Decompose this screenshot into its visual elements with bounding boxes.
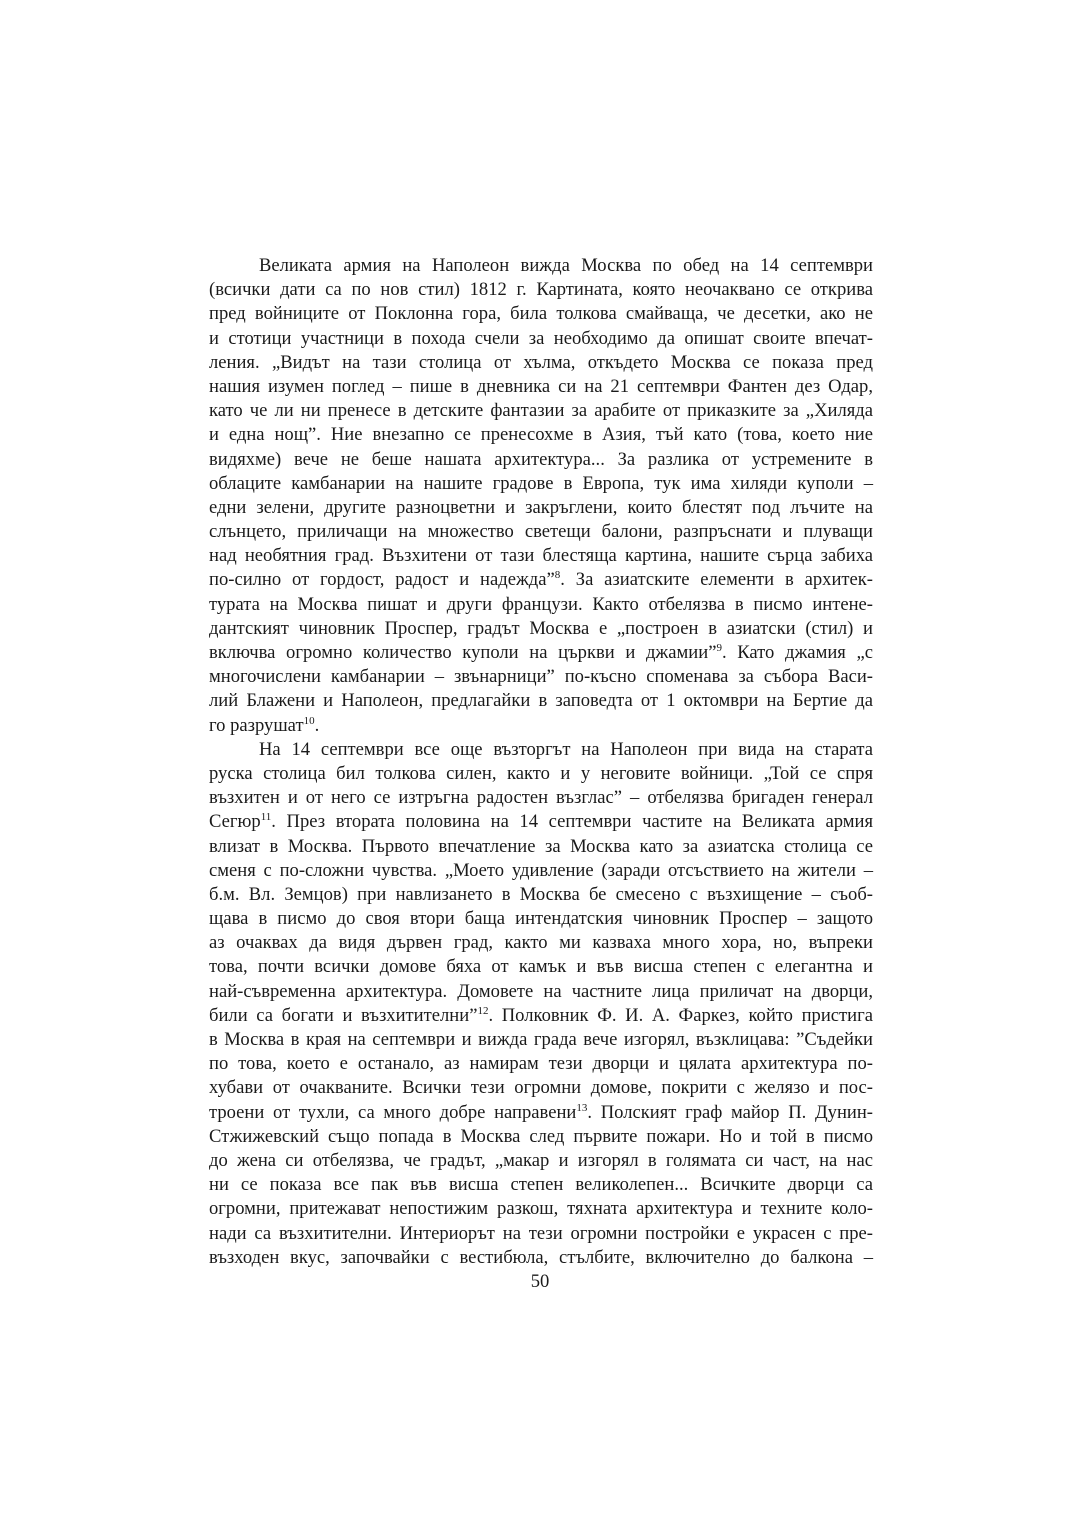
line-text: като че ли ни пренесе в детските фантазии за арабите от приказките за „Хиляда [209,400,873,422]
line-text: и стотици участници в похода счели за необходимо да опишат своите впечат- [209,327,873,349]
line-text: нашия изумен поглед – пише в дневника си на 21 септември Фантен дез Одар, [209,375,873,397]
text-line [209,327,873,351]
text-line [209,351,873,375]
text-line [209,617,873,641]
line-text: аз очаквах да видя дървен град, както ми казваха много хора, но, въпреки [209,932,873,954]
text-line [209,472,873,496]
line-text: това, почти всички домове бяха от камък и във висша степен с елегантна и [209,956,873,978]
line-text: слънцето, приличащи на множество светещи балони, разпръснати и плуващи [209,521,873,543]
line-text-continued: . За азиатските елементи в архитек- [560,569,873,591]
line-text: троени от тухли, са много добре направени [209,1101,577,1123]
text-line [209,931,873,955]
line-text: облаците камбанарии на нашите градове в Европа, тук има хиляди куполи – [209,472,873,494]
line-text: и една нощ”. Ние внезапно се пренесохме в Азия, тъй като (това, което ние [209,424,873,446]
line-text-continued: . Полковник Ф. И. А. Фаркез, който пристига [488,1004,873,1026]
line-text: хубави от очакваните. Всички тези огромни домове, покрити с желязо и пос- [209,1077,873,1099]
line-text: възходен вкус, започвайки с вестибюла, стълбите, включително до балкона – [209,1246,873,1268]
text-line [209,835,873,859]
line-text: над необятния град. Възхитени от тази блестяща картина, нашите сърца забиха [209,545,873,567]
footnote-reference: 13 [576,1101,588,1114]
text-line [209,1125,873,1149]
line-text: го разрушат [209,714,304,736]
line-text-continued: . Като джамия „с [721,642,873,663]
footnote-reference: 9 [716,641,722,654]
text-line [209,689,873,713]
text-line [209,1028,873,1052]
text-line [209,520,873,544]
line-text: били са богати и възхитителни” [209,1004,478,1026]
text-line [209,810,873,834]
line-text: най-съвременна архитектура. Домовете на частните лица приличат на дворци, [209,980,873,1002]
text-line [209,593,873,617]
page-number: 50 [530,1271,550,1292]
line-text: до жена си отбелязва, че градът, „макар и изгорял в голямата си част, на нас [209,1149,873,1171]
line-text: щава в писмо до своя втори баща интендатския чиновник Проспер – защото [209,908,873,930]
line-text: ни се показа все пак във висша степен великолепен... Всичките дворци са [209,1174,873,1196]
text-line [209,980,873,1004]
line-text: ления. „Видът на тази столица от хълма, откъдето Москва се показа пред [209,351,873,373]
text-line [209,1101,873,1125]
text-line [209,302,873,326]
line-text: б.м. Вл. Земцов) при навлизането в Москва бе смесено с възхищение – съоб- [209,883,873,905]
line-text: дантският чиновник Проспер, градът Москва е „построен в азиатски (стил) и [209,617,873,639]
text-line [209,423,873,447]
line-text: нади са възхитителни. Интериорът на тези огромни постройки е украсен с пре- [209,1222,873,1244]
line-text-continued: . През втората половина на 14 септември частите на Великата армия [271,811,873,833]
text-line [209,544,873,568]
text-line [209,762,873,786]
line-text: На 14 септември все още възторгът на Наполеон при вида на старата [259,738,873,760]
text-line [209,1246,873,1270]
line-text: Сегюр [209,811,261,833]
text-line [209,907,873,931]
text-line [209,448,873,472]
line-text: влизат в Москва. Първото впечатление за Москва като за азиатска столица се [209,835,873,857]
text-line [209,496,873,520]
text-line [209,399,873,423]
text-line [209,883,873,907]
line-text: включва огромно количество куполи на църкви и джамии” [209,642,717,663]
text-line [209,665,873,689]
line-text: (всички дати са по нов стил) 1812 г. Картината, която неочаквано се открива [209,279,873,301]
text-line [209,859,873,883]
line-text: лий Блажени и Наполеон, предлагайки в заповедта от 1 октомври на Бертие да [209,690,873,712]
text-line [209,714,873,738]
text-line [209,1222,873,1246]
text-line [209,278,873,302]
text-line [209,254,873,278]
line-text: по-силно от гордост, радост и надежда” [209,569,555,591]
text-line [209,738,873,762]
line-text: турата на Москва пишат и други французи. Както отбелязва в писмо интене- [209,593,873,615]
text-line [209,1004,873,1028]
line-text: сменя с по-сложни чувства. „Моето удивление (заради отсъствието на жители – [209,859,873,881]
line-text: възхитен и от него се изтръгна радостен възглас” – отбелязва бригаден генерал [209,787,873,809]
line-text: огромни, притежават непостижим разкош, тяхната архитектура и техните коло- [209,1198,873,1220]
line-text-continued: . Полският граф майор П. Дунин- [587,1101,873,1123]
line-text: едни зелени, другите разноцветни и закръглени, които блестят под лъчите на [209,496,873,518]
line-text: многочислени камбанарии – звънарници” по-късно споменава за събора Васи- [209,666,873,688]
text-line [209,641,873,665]
text-line [209,955,873,979]
text-line [209,1149,873,1173]
line-text: по това, което е останало, аз намирам тези дворци и цялата архитектура по- [209,1053,873,1075]
text-line [209,1052,873,1076]
line-text: руска столица бил толкова силен, както и у неговите войници. „Той се спря [209,762,873,784]
line-text-continued: . [314,714,320,736]
text-line [209,375,873,399]
body-text [209,254,873,1270]
text-line [209,786,873,810]
text-line [209,1076,873,1100]
line-text: в Москва в края на септември и вижда града вече изгорял, възклицава: ”Съдейки [209,1029,873,1050]
text-line [209,568,873,592]
footnote-reference: 11 [260,811,272,824]
footnote-reference: 10 [303,714,315,727]
line-text: Стжижевский също попада в Москва след първите пожари. Но и той в писмо [209,1125,873,1147]
line-text: пред войниците от Поклонна гора, била толкова смайваща, че десетки, ако не [209,303,873,325]
text-line [209,1197,873,1221]
footnote-reference: 8 [554,569,561,582]
line-text: Великата армия на Наполеон вижда Москва по обед на 14 септември [259,255,873,276]
text-line [209,1173,873,1197]
footnote-reference: 12 [477,1004,489,1017]
line-text: видяхме) вече не беше нашата архитектура... За разлика от устремените в [209,448,873,470]
